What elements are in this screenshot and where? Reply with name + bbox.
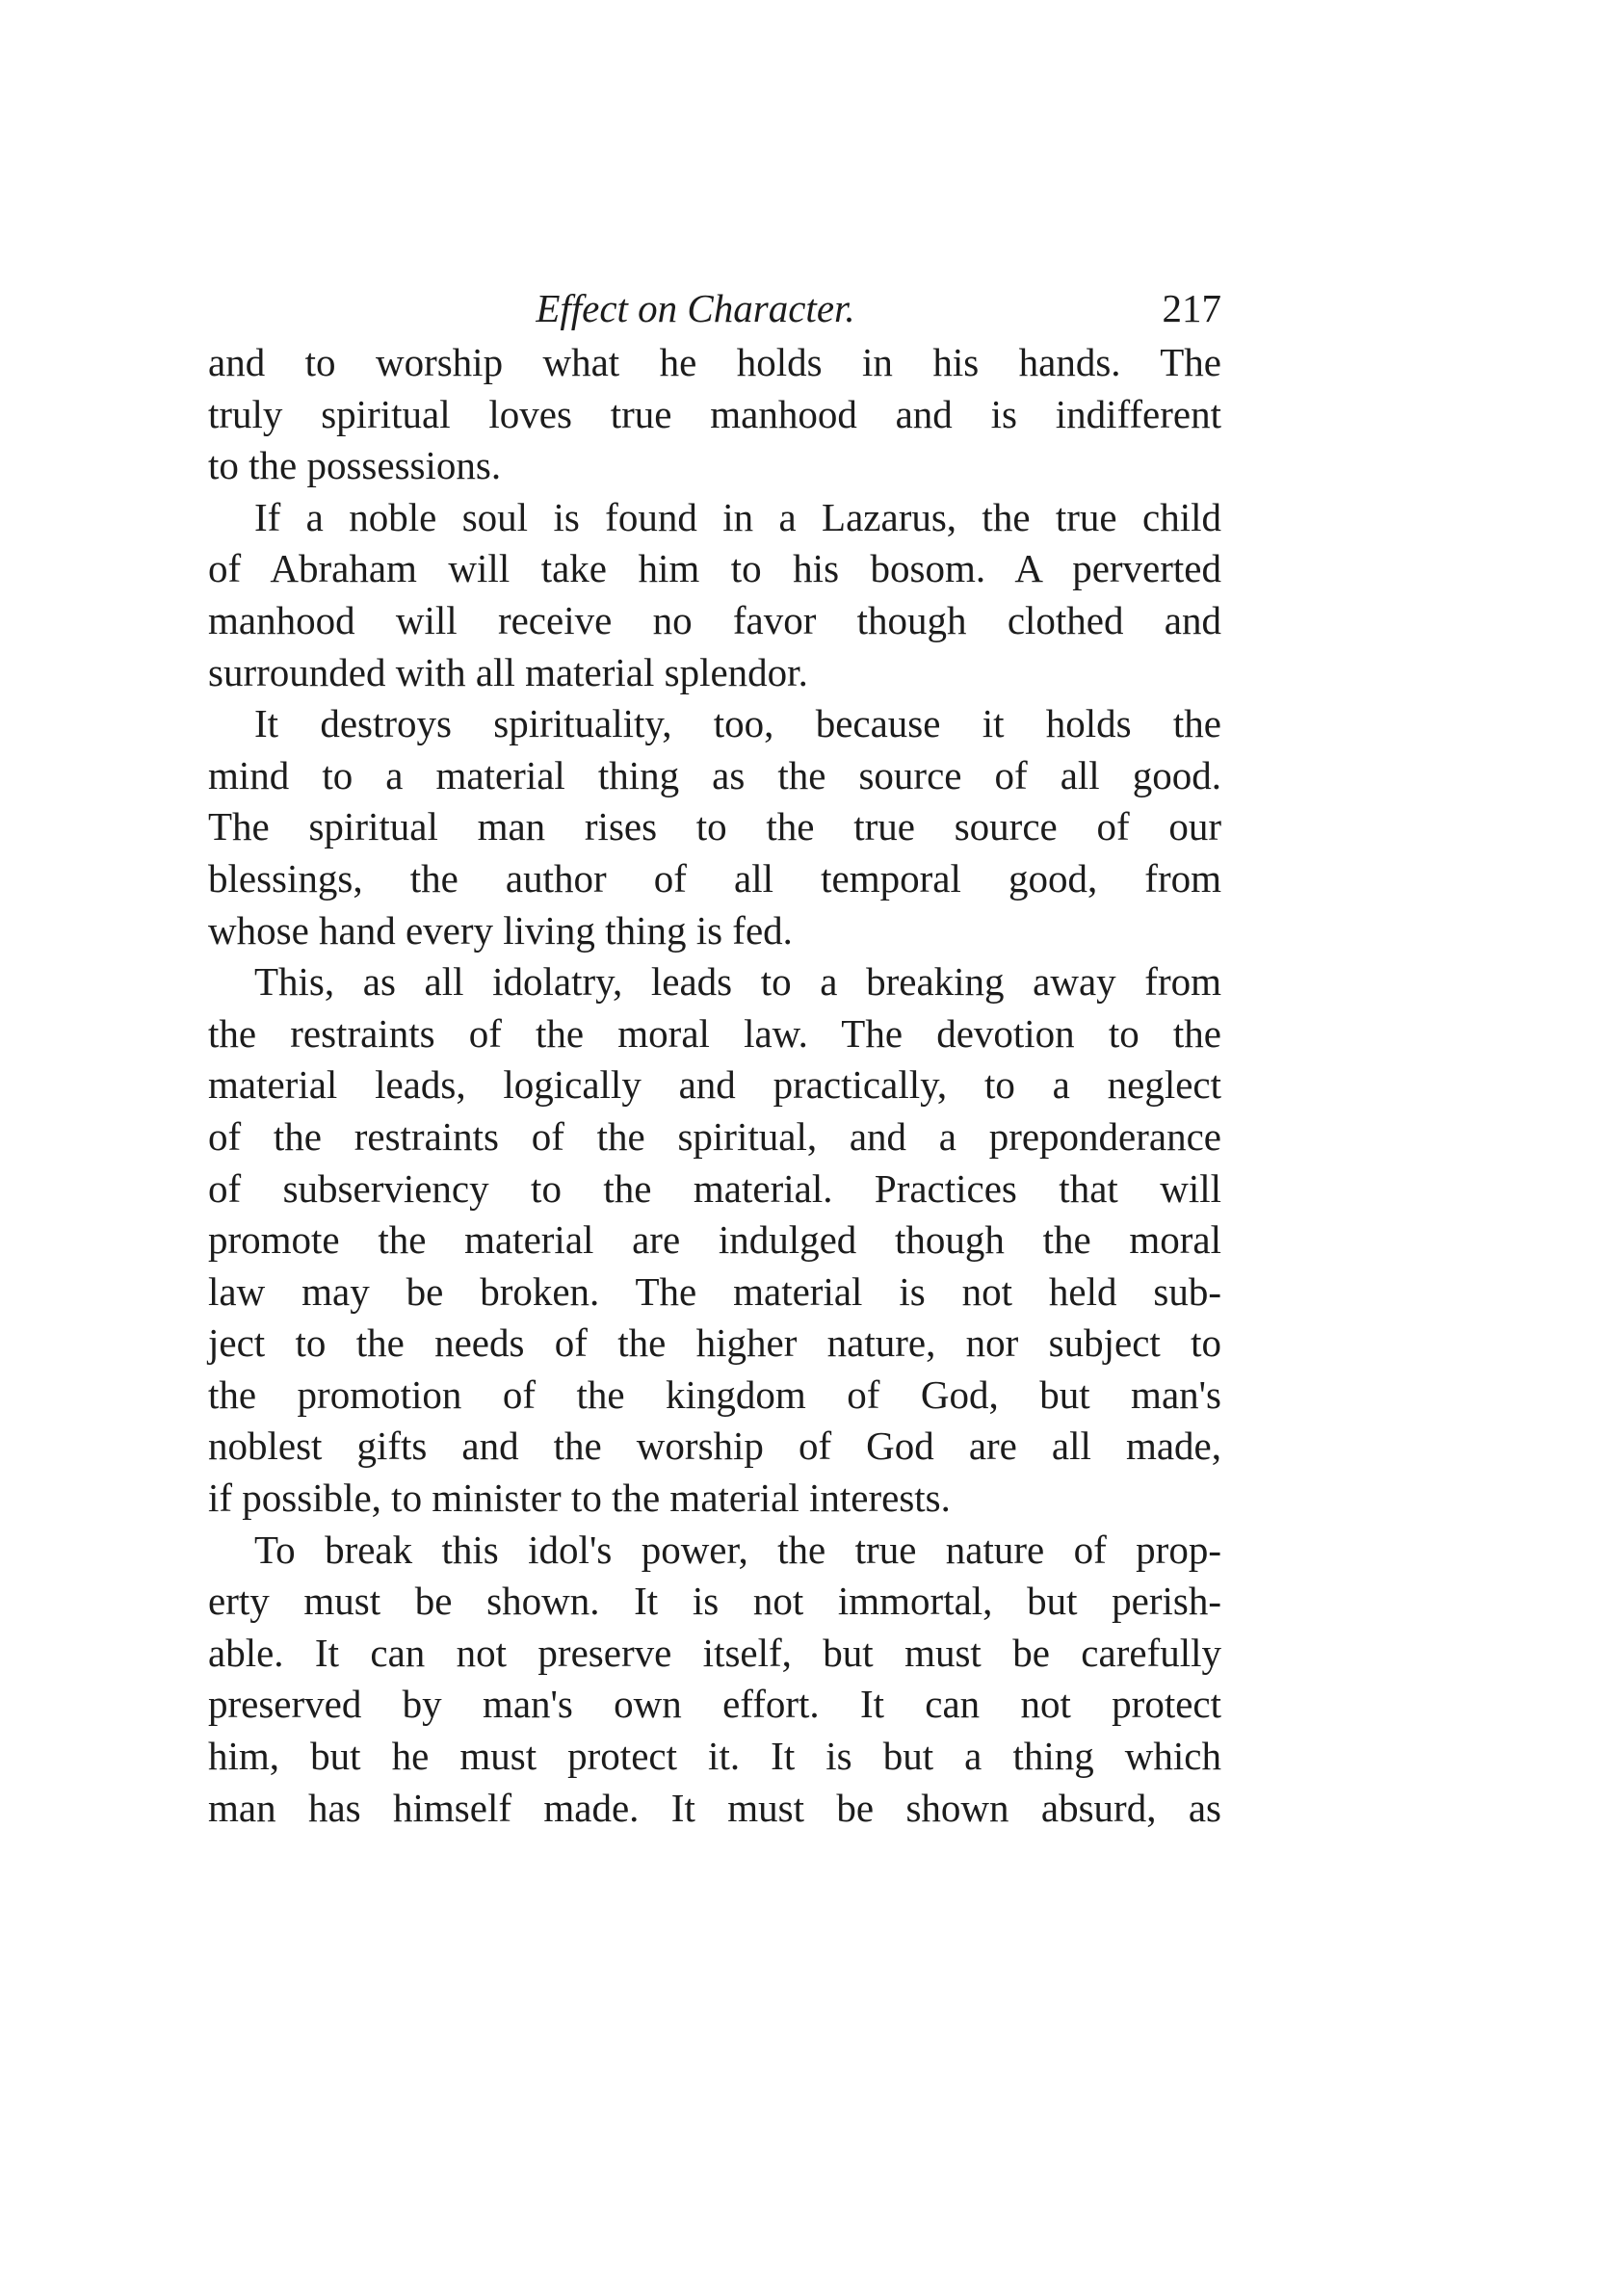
text-line: of the restraints of the spiritual, and a preponderance xyxy=(208,1113,1221,1159)
text-line: ject to the needs of the higher nature, nor subject to xyxy=(208,1320,1221,1366)
text-line: blessings, the author of all temporal good, from xyxy=(208,855,1221,901)
text-line: This, as all idolatry, leads to a breaking away from xyxy=(254,959,1221,1005)
text-line: of subserviency to the material. Practices that will xyxy=(208,1165,1221,1211)
text-line: surrounded with all material splendor. xyxy=(208,649,808,694)
text-line: able. It can not preserve itself, but must be carefully xyxy=(208,1630,1221,1675)
text-line: truly spiritual loves true manhood and is indifferent xyxy=(208,391,1221,436)
text-line: material leads, logically and practically, to a neglect xyxy=(208,1062,1221,1108)
running-title: Effect on Character. xyxy=(536,286,855,330)
paragraph xyxy=(208,337,1221,492)
running-head xyxy=(208,279,1221,337)
text-line: him, but he must protect it. It is but a thing which xyxy=(208,1734,1221,1779)
paragraph xyxy=(208,1525,1221,1835)
paragraph xyxy=(208,698,1221,956)
paragraph xyxy=(208,956,1221,1525)
text-line: noblest gifts and the worship of God are all made, xyxy=(208,1424,1221,1469)
text-line: the promotion of the kingdom of God, but man's xyxy=(208,1372,1221,1417)
text-line: of Abraham will take him to his bosom. A perverted xyxy=(208,546,1221,591)
paragraph xyxy=(208,492,1221,698)
text-line: To break this idol's power, the true nature of prop- xyxy=(254,1527,1221,1572)
text-line: The spiritual man rises to the true source of our xyxy=(208,804,1221,849)
text-line: to the possessions. xyxy=(208,443,502,488)
text-line: the restraints of the moral law. The devotion to the xyxy=(208,1010,1221,1056)
text-line: It destroys spirituality, too, because it holds the xyxy=(254,701,1221,746)
body-text xyxy=(208,337,1221,1834)
text-line: If a noble soul is found in a Lazarus, the true child xyxy=(254,494,1221,539)
text-line: man has himself made. It must be shown absurd, as xyxy=(208,1785,1221,1830)
text-line: promote the material are indulged though the moral xyxy=(208,1217,1221,1263)
text-line: manhood will receive no favor though clothed and xyxy=(208,597,1221,642)
text-line: law may be broken. The material is not held sub- xyxy=(208,1268,1221,1314)
text-line: whose hand every living thing is fed. xyxy=(208,907,793,953)
text-line: if possible, to minister to the material interests. xyxy=(208,1476,951,1521)
text-line: preserved by man's own effort. It can not protect xyxy=(208,1682,1221,1727)
text-line: and to worship what he holds in his hands. The xyxy=(208,340,1221,384)
page-number: 217 xyxy=(1162,286,1221,330)
text-line: erty must be shown. It is not immortal, but perish- xyxy=(208,1579,1221,1624)
text-line: mind to a material thing as the source of all good. xyxy=(208,752,1221,797)
